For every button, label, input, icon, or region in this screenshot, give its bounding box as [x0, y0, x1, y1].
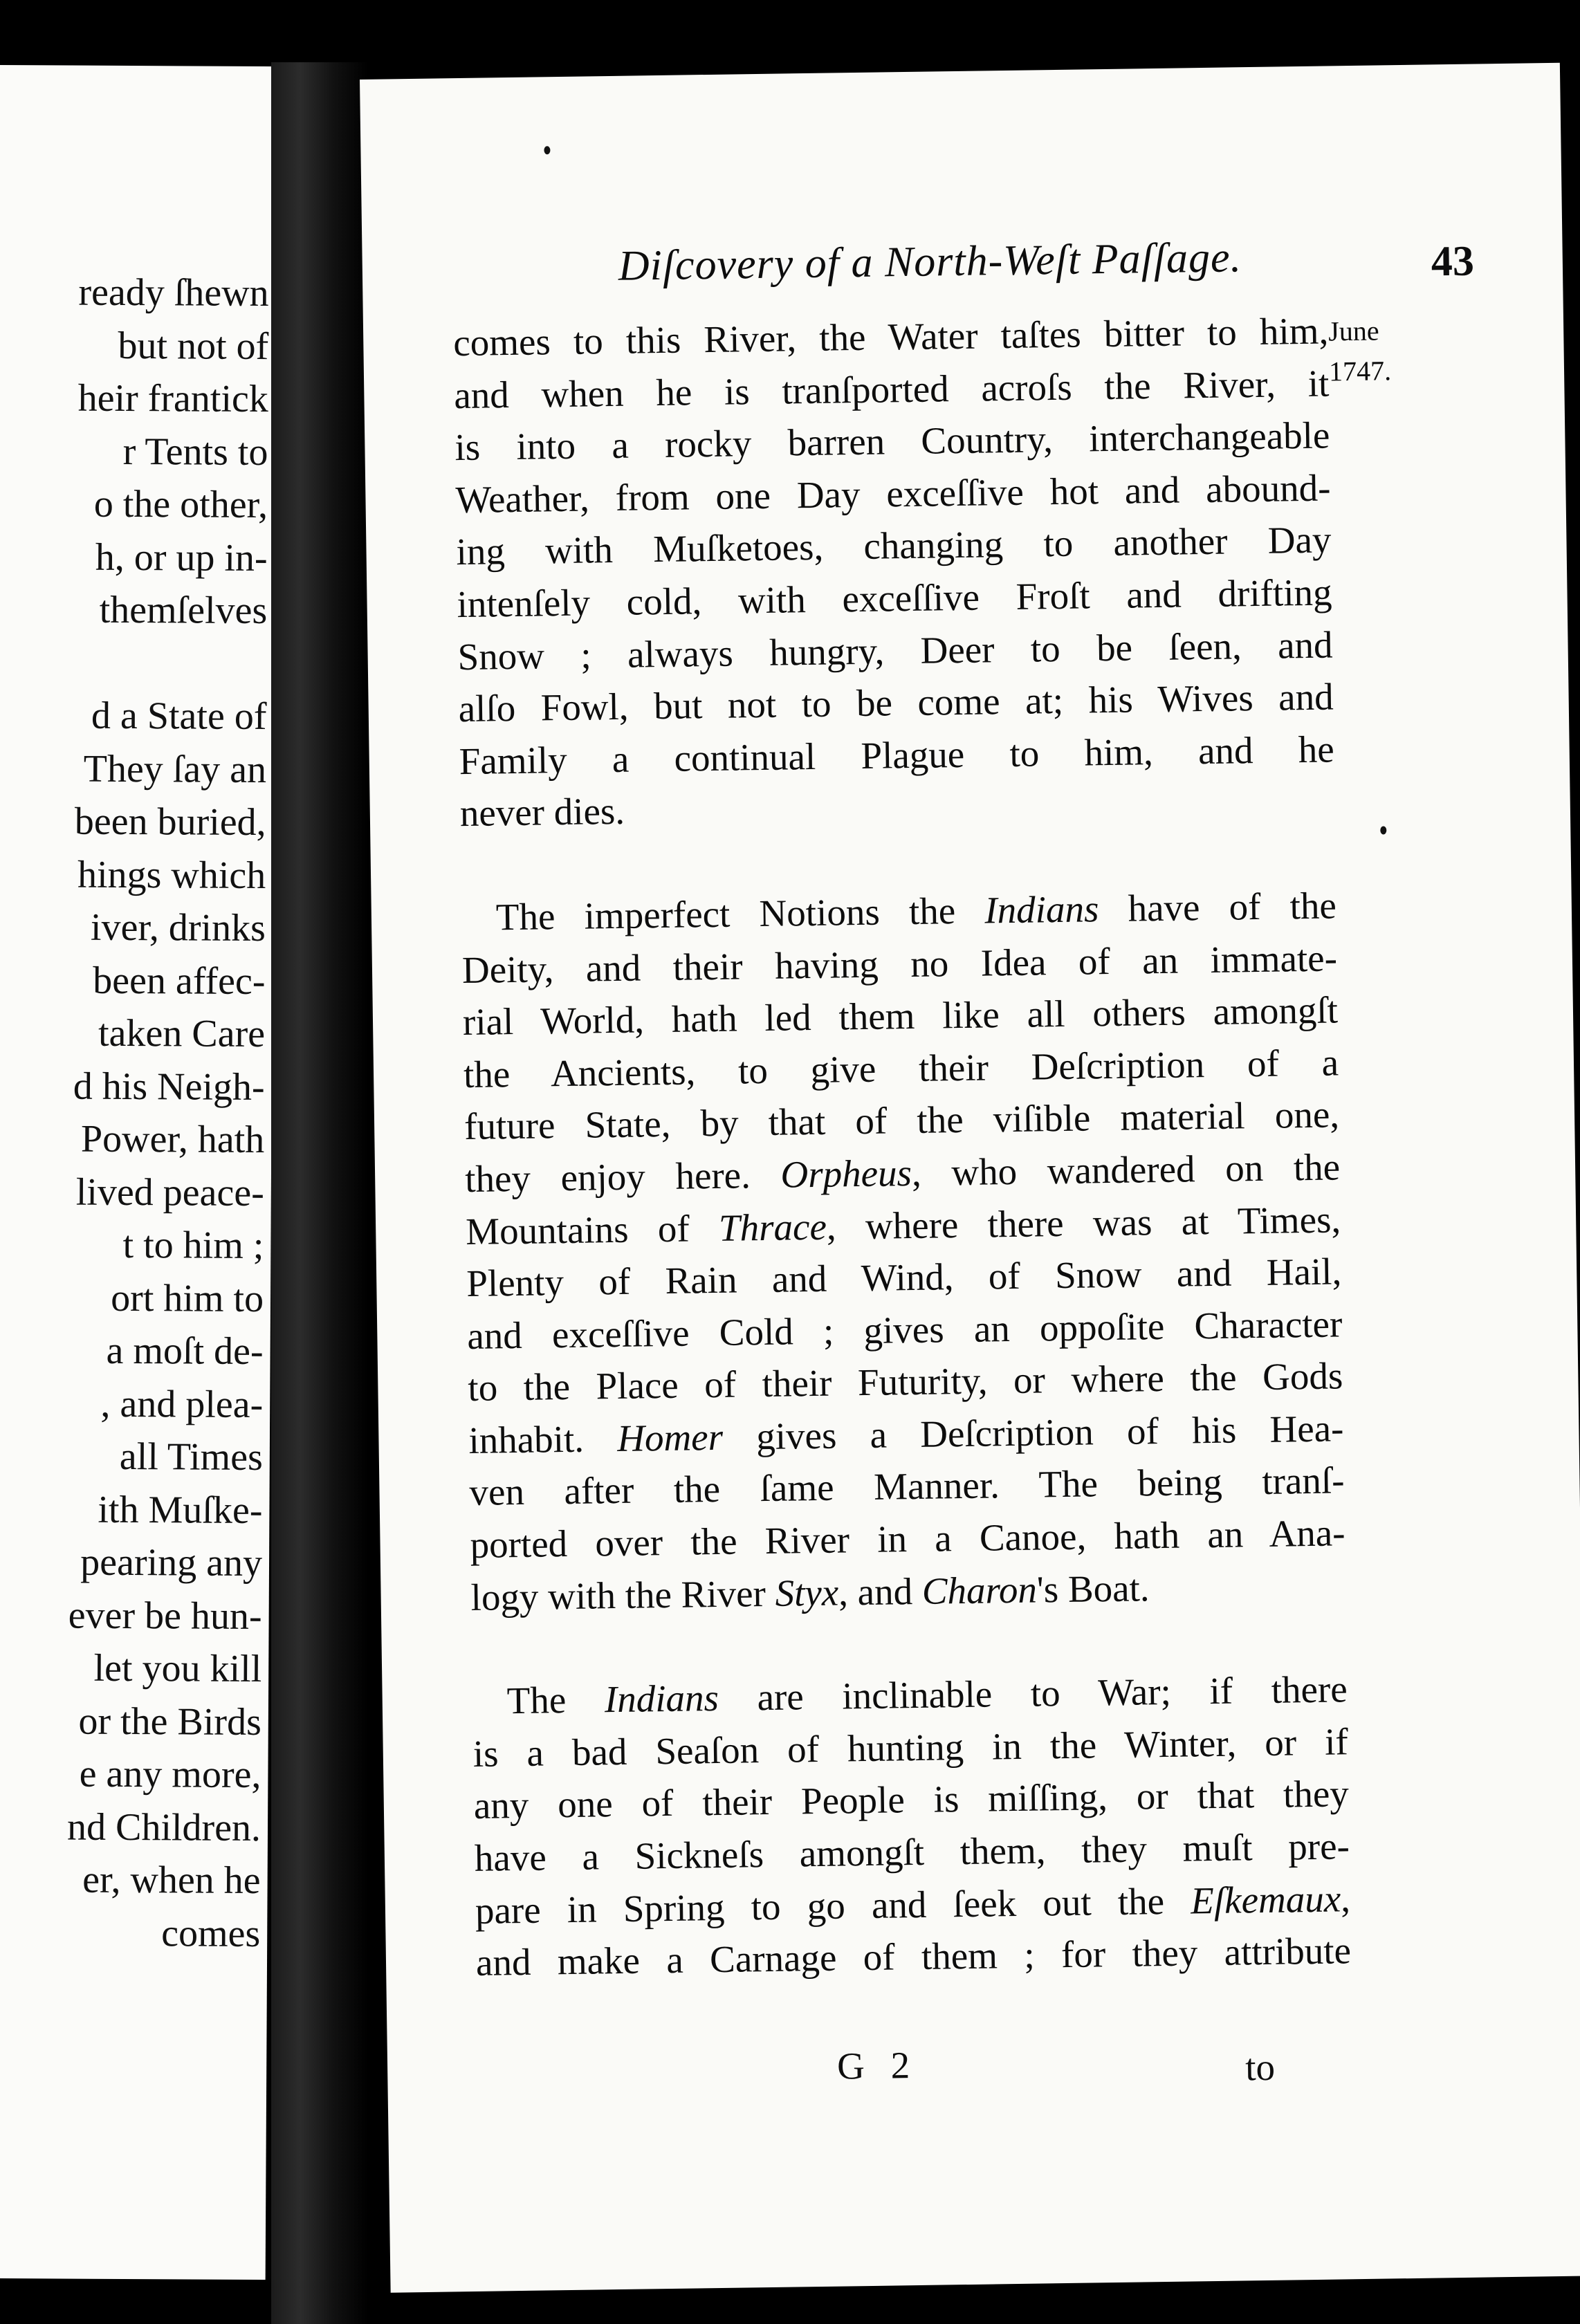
left-page-line: lived peace- — [75, 1170, 265, 1215]
body-line: and exceſſive Cold ; gives an oppoſite Character — [466, 1302, 1343, 1357]
margin-note-month: June — [1328, 315, 1379, 347]
body-line: The Indians are inclinable to War; if there — [506, 1668, 1348, 1722]
body-line: and when he is tranſported acroſs the River, it — [453, 362, 1330, 416]
ink-speck — [544, 146, 550, 154]
margin-note-year: 1747. — [1328, 355, 1392, 387]
left-page-line: a moſt de- — [106, 1329, 264, 1374]
body-line: never dies. — [459, 790, 625, 835]
margin-date-note — [1328, 311, 1392, 391]
left-page-line: all Times — [119, 1435, 264, 1479]
page-number: 43 — [1431, 237, 1475, 286]
body-line: intenſely cold, with exceſſive Froſt and drifting — [457, 571, 1332, 626]
signature-mark: G 2 — [836, 2044, 919, 2087]
body-line: to the Place of their Futurity, or where the Gods — [468, 1354, 1343, 1410]
left-page-line: or the Birds — [78, 1699, 262, 1744]
body-line: Family a continual Plague to him, and he — [459, 728, 1335, 782]
body-line: is into a rocky barren Country, interchangeable — [454, 414, 1330, 469]
body-line: The imperfect Notions the Indians have of the — [495, 884, 1337, 939]
left-page-line: h, or up in- — [95, 535, 268, 580]
left-page-line: been affec- — [93, 959, 266, 1003]
body-line: comes to this River, the Water taſtes bitter to him, — [452, 309, 1329, 365]
body-line: ing with Muſketoes, changing to another Day — [456, 518, 1332, 573]
body-line: and make a Carnage of them ; for they attribute — [475, 1929, 1352, 1984]
body-line: future State, by that of the viſible material one, — [463, 1093, 1340, 1148]
left-page-line: but not of — [118, 324, 269, 368]
body-line: rial World, hath led them like all others amongſt — [462, 988, 1339, 1044]
left-page-line: comes — [161, 1911, 261, 1955]
left-page-line: d a State of — [91, 694, 267, 739]
body-line: inhabit. Homer gives a Deſcription of his Hea- — [468, 1407, 1344, 1461]
body-text — [453, 304, 1352, 1989]
body-line: Deity, and their having no Idea of an immate- — [461, 936, 1338, 991]
body-line: Mountains of Thrace, where there was at Times, — [465, 1197, 1341, 1253]
left-page-line: They ſay an — [83, 747, 267, 791]
left-page-line: hings which — [77, 853, 266, 897]
body-line: pare in Spring to go and ſeek out the Eſkemaux, — [475, 1876, 1351, 1932]
left-page-line: ever be hun- — [68, 1594, 262, 1638]
body-line: have a Sickneſs amongſt them, they muſt pre- — [474, 1825, 1350, 1879]
catchword: to — [1244, 2045, 1276, 2089]
left-page-line: pearing any — [80, 1540, 263, 1585]
running-head: Diſcovery of a North-Weſt Paſſage. — [618, 234, 1242, 290]
body-line: alſo Fowl, but not to be come at; his Wives and — [458, 675, 1334, 730]
page-content — [360, 63, 1580, 2293]
left-page-line: e any more, — [79, 1752, 261, 1797]
left-page-line: nd Children. — [66, 1805, 261, 1850]
left-page-line: ready ſhewn — [78, 270, 269, 315]
left-page-line: er, when he — [82, 1858, 261, 1903]
left-page-line: o the other, — [93, 482, 268, 527]
left-page-line: Power, hath — [80, 1117, 265, 1162]
body-line: ported over the River in a Canoe, hath an Ana- — [470, 1511, 1345, 1567]
body-line: the Ancients, to give their Deſcription of a — [463, 1041, 1339, 1096]
left-page-line: d his Neigh- — [73, 1064, 265, 1109]
left-page-line: been buried, — [74, 800, 266, 845]
left-page-line: let you kill — [93, 1646, 262, 1691]
body-line: Snow ; always hungry, Deer to be ſeen, and — [457, 623, 1333, 678]
left-page-line: ith Muſke- — [98, 1488, 263, 1532]
body-line: Plenty of Rain and Wind, of Snow and Hail, — [466, 1250, 1342, 1305]
left-facing-page — [0, 65, 277, 2280]
left-page-line: t to him ; — [122, 1223, 264, 1268]
left-page-line: themſelves — [99, 588, 268, 633]
body-line: Weather, from one Day exceſſive hot and abound- — [455, 466, 1331, 521]
left-page-line: iver, drinks — [90, 905, 266, 950]
book-spine-gutter — [271, 62, 368, 2324]
left-page-line: heir frantick — [77, 376, 269, 421]
body-line: any one of their People is miſſing, or that they — [473, 1772, 1350, 1827]
left-page-text — [66, 266, 269, 1960]
body-line: ven after the ſame Manner. The being tranſ- — [469, 1459, 1345, 1514]
right-page — [360, 63, 1580, 2293]
body-line: logy with the River Styx, and Charon's Boat. — [470, 1566, 1150, 1618]
body-line: is a bad Seaſon of hunting in the Winter, or if — [472, 1720, 1349, 1775]
body-line: they enjoy here. Orpheus, who wandered on the — [464, 1145, 1341, 1200]
left-page-line: taken Care — [98, 1011, 266, 1056]
left-page-line: , and plea- — [100, 1382, 264, 1426]
left-page-line — [73, 636, 267, 690]
ink-speck — [1380, 826, 1386, 834]
left-page-line: ort him to — [110, 1276, 264, 1320]
left-page-line: r Tents to — [122, 430, 268, 474]
